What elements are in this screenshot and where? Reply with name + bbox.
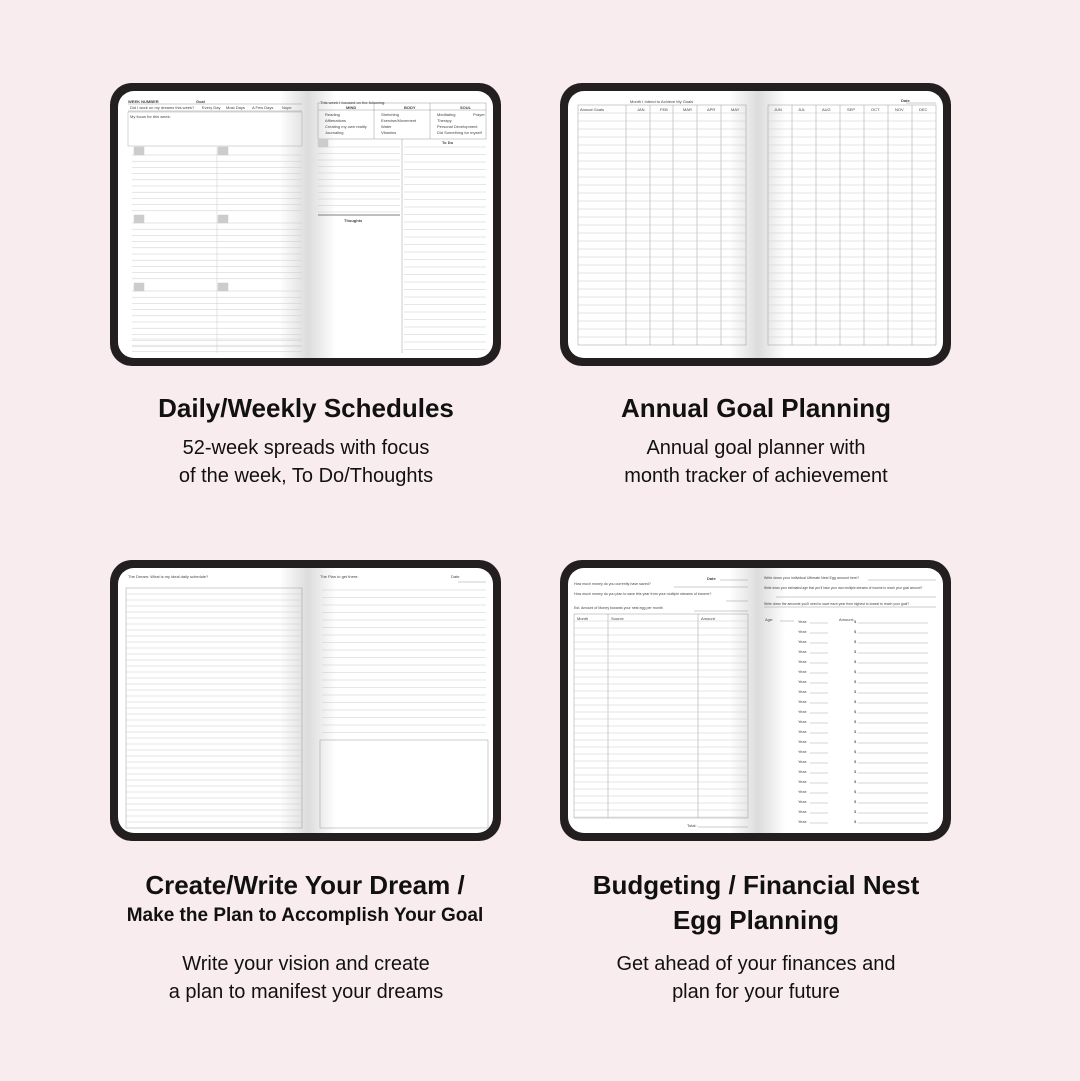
year-label: Year: — [798, 709, 808, 714]
box — [218, 147, 228, 155]
annual-header: Month I Intend to Achieve My Goals — [630, 99, 694, 104]
mind-item: Journaling — [325, 130, 344, 135]
planner-preview-annual — [560, 83, 951, 366]
col-soul: SOUL — [460, 105, 472, 110]
box — [218, 283, 228, 291]
currency-symbol: $ — [854, 649, 857, 654]
box — [134, 215, 144, 223]
box — [134, 147, 144, 155]
body-item: Stretching — [381, 112, 400, 117]
year-label: Year: — [798, 749, 808, 754]
feature-title-budget-2: Egg Planning — [672, 905, 840, 935]
currency-symbol: $ — [854, 659, 857, 664]
dream-question: Did I work on my dreams this week? — [130, 105, 195, 110]
year-label: Year: — [798, 679, 808, 684]
year-label: Year: — [798, 759, 808, 764]
currency-symbol: $ — [854, 759, 857, 764]
prayer-item: Prayer — [473, 112, 485, 117]
currency-symbol: $ — [854, 749, 857, 754]
currency-symbol: $ — [854, 819, 857, 824]
currency-symbol: $ — [854, 619, 857, 624]
year-label: Year: — [798, 689, 808, 694]
feature-title-budget: Budgeting / Financial Nest — [592, 870, 920, 900]
dream-right-lines — [308, 568, 493, 833]
dream-right-page — [308, 568, 493, 833]
col-mind: MIND — [346, 105, 357, 110]
mind-item: Creating my own reality — [325, 124, 367, 129]
budget-date-label: Date — [707, 576, 716, 581]
currency-symbol: $ — [854, 769, 857, 774]
feature-desc-weekly-2: of the week, To Do/Thoughts — [178, 465, 434, 487]
budget-q3: Est. Amount of Money towards your nest egg per month — [574, 606, 663, 610]
budget-right-page — [758, 568, 943, 833]
col-body: BODY — [404, 105, 416, 110]
currency-symbol: $ — [854, 729, 857, 734]
feature-subtitle-dream: Make the Plan to Accomplish Your Goal — [126, 905, 484, 926]
planner-preview-budget — [560, 560, 951, 841]
currency-symbol: $ — [854, 809, 857, 814]
year-label: Year: — [798, 639, 808, 644]
year-label: Year: — [798, 619, 808, 624]
month-mar: MAR — [683, 107, 692, 112]
budget-right-lines — [758, 568, 943, 833]
year-label: Year: — [798, 809, 808, 814]
month-aug: AUG — [822, 107, 831, 112]
focus-label: My focus for this week: — [130, 114, 171, 119]
option-most-days: Most Days — [226, 105, 245, 110]
currency-symbol: $ — [854, 739, 857, 744]
month-jan: JAN — [637, 107, 645, 112]
month-jun: JUN — [774, 107, 782, 112]
feature-title-dream: Create/Write Your Dream / — [145, 870, 465, 900]
soul-item: Personal Development — [437, 124, 478, 129]
week-number-label: WEEK NUMBER — [128, 99, 159, 104]
body-item: Water — [381, 124, 392, 129]
currency-symbol: $ — [854, 639, 857, 644]
annual-left-grid — [568, 91, 758, 358]
currency-symbol: $ — [854, 789, 857, 794]
currency-symbol: $ — [854, 709, 857, 714]
year-label: Year: — [798, 659, 808, 664]
soul-item: Therapy — [437, 118, 452, 123]
year-label: Year: — [798, 669, 808, 674]
year-label: Year: — [798, 789, 808, 794]
year-label: Year: — [798, 739, 808, 744]
feature-desc-annual-2: month tracker of achievement — [624, 465, 888, 487]
month-apr: APR — [707, 107, 716, 112]
dream-left-lines — [118, 568, 308, 833]
month-dec: DEC — [919, 107, 928, 112]
weekly-left-grid — [118, 91, 308, 358]
body-item: Exercise/Movement — [381, 118, 417, 123]
budget-left-page — [568, 568, 758, 833]
month-oct: OCT — [871, 107, 880, 112]
year-label: Year: — [798, 699, 808, 704]
annual-left-page — [568, 91, 758, 358]
feature-title-annual: Annual Goal Planning — [620, 393, 892, 423]
feature-desc-dream-2: a plan to manifest your dreams — [168, 981, 444, 1003]
nest-q2: Write down your estimated age that you'll have your own multiple streams of income to reach your goal amount? — [764, 586, 923, 590]
mind-item: Affirmations — [325, 118, 347, 123]
plan-header: The Plan to get there: — [320, 574, 359, 579]
feature-title-weekly: Daily/Weekly Schedules — [158, 393, 454, 423]
box — [574, 614, 748, 818]
year-label: Year: — [798, 769, 808, 774]
currency-symbol: $ — [854, 679, 857, 684]
option-few-days: A Few Days — [252, 105, 274, 110]
option-every-day: Every Day — [202, 105, 221, 110]
year-label: Year: — [798, 799, 808, 804]
box — [218, 215, 228, 223]
currency-symbol: $ — [854, 779, 857, 784]
nest-q3: Write down the amounts you'll need to save each year from highest to lowest to reach your goal? — [764, 602, 910, 606]
year-label: Year: — [798, 729, 808, 734]
option-nope: Nope — [282, 105, 292, 110]
annual-right-grid — [758, 91, 943, 358]
year-label: Year: — [798, 649, 808, 654]
month-feb: FEB — [660, 107, 668, 112]
planner-preview-weekly — [110, 83, 501, 366]
currency-symbol: $ — [854, 719, 857, 724]
goal-label: Goal — [196, 99, 205, 104]
year-label: Year: — [798, 629, 808, 634]
month-sep: SEP — [847, 107, 856, 112]
month-nov: NOV — [895, 107, 904, 112]
thoughts-label: Thoughts — [344, 218, 363, 223]
month-may: MAY — [731, 107, 740, 112]
year-label: Year: — [798, 779, 808, 784]
date-label: Date — [901, 98, 910, 103]
feature-desc-budget-2: plan for your future — [672, 981, 840, 1003]
plan-date-label: Date — [451, 574, 460, 579]
annual-goals-col: Annual Goals — [580, 107, 605, 112]
feature-desc-weekly-1: 52-week spreads with focus — [182, 437, 430, 459]
total-label: Total: — [687, 823, 697, 828]
nest-q1: Write down your individual Ultimate Nest Egg amount here? — [764, 576, 860, 580]
weekly-left-page — [118, 91, 308, 358]
dream-left-page — [118, 568, 308, 833]
planner-preview-dream — [110, 560, 501, 841]
col-amount: Amount — [701, 616, 715, 621]
currency-symbol: $ — [854, 669, 857, 674]
currency-symbol: $ — [854, 689, 857, 694]
year-label: Year: — [798, 819, 808, 824]
feature-desc-budget-1: Get ahead of your finances and — [616, 953, 896, 975]
mind-item: Reading — [325, 112, 340, 117]
col-month: Month — [577, 616, 589, 621]
currency-symbol: $ — [854, 799, 857, 804]
col-source: Source — [611, 616, 624, 621]
annual-right-page — [758, 91, 943, 358]
month-jul: JUL — [798, 107, 806, 112]
body-item: Vitamins — [381, 130, 397, 135]
box — [134, 283, 144, 291]
focus-header: This week I focused on the following: — [320, 100, 386, 105]
year-label: Year: — [798, 719, 808, 724]
box — [320, 740, 488, 828]
todo-label: To Do — [442, 140, 454, 145]
box — [318, 139, 328, 147]
soul-item: Did Something for myself — [437, 130, 482, 135]
currency-symbol: $ — [854, 629, 857, 634]
dream-header: The Dream: What is my ideal daily schedule? — [128, 574, 209, 579]
age-label: Age: — [765, 617, 774, 622]
feature-desc-dream-1: Write your vision and create — [182, 953, 430, 975]
weekly-right-page — [308, 91, 493, 358]
currency-symbol: $ — [854, 699, 857, 704]
feature-desc-annual-1: Annual goal planner with — [646, 437, 866, 459]
budget-q1: How much money do you currently have saved? — [574, 582, 651, 586]
soul-item: Meditating — [437, 112, 456, 117]
budget-q2: How much money do you plan to save this year from your multiple streams of income? — [574, 592, 712, 596]
amount-label: Amount: — [839, 617, 854, 622]
